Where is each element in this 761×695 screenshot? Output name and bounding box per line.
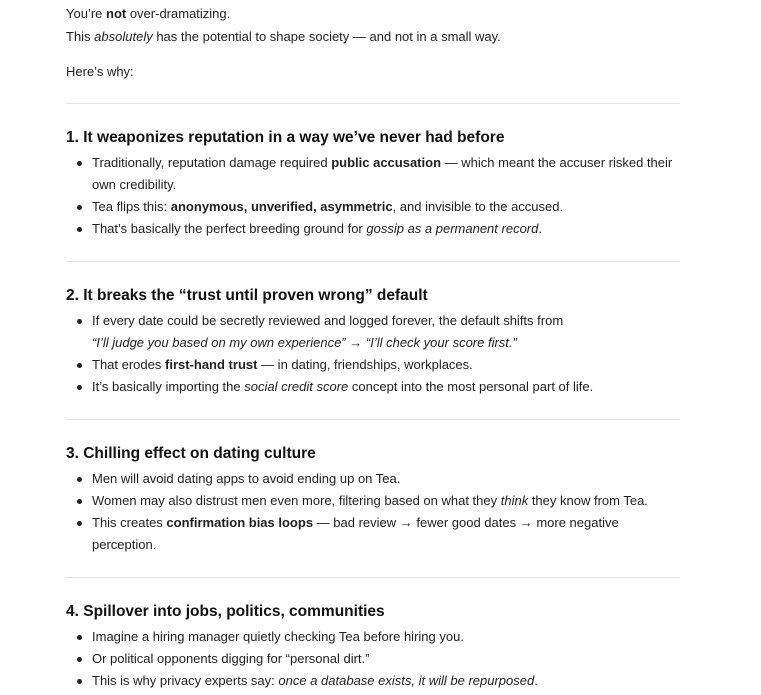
list-item: This creates confirmation bias loops — bad review → fewer good dates → more negative perception. (66, 512, 680, 556)
list-item: Women may also distrust men even more, filtering based on what they think they know from Tea. (66, 490, 680, 512)
intro-line-3: Here’s why: (66, 64, 134, 79)
section-heading: 4. Spillover into jobs, politics, communities (66, 603, 385, 620)
section-heading: 2. It breaks the “trust until proven wrong” default (66, 287, 428, 304)
bullet-list (66, 310, 680, 398)
list-item: Imagine a hiring manager quietly checking Tea before hiring you. (66, 626, 680, 648)
list-item: This is why privacy experts say: once a database exists, it will be repurposed. (66, 670, 680, 692)
list-item: That erodes first-hand trust — in dating, friendships, workplaces. (66, 354, 680, 376)
list-item: Traditionally, reputation damage required public accusation — which meant the accuser risked their own credibility. (66, 152, 680, 196)
intro-line-2: This absolutely has the potential to shape society — and not in a small way. (66, 29, 501, 44)
list-item: Or political opponents digging for “personal dirt.” (66, 648, 680, 670)
list-item: That’s basically the perfect breeding ground for gossip as a permanent record. (66, 218, 680, 240)
list-item: If every date could be secretly reviewed and logged forever, the default shifts from “I’ll judge you based on my own experience” → “I’ll check your score first.” (66, 310, 680, 354)
list-item: Tea flips this: anonymous, unverified, asymmetric, and invisible to the accused. (66, 196, 680, 218)
bullet-list (66, 626, 680, 692)
intro-line-1: You’re not over-dramatizing. (66, 6, 231, 21)
list-item: Men will avoid dating apps to avoid ending up on Tea. (66, 468, 680, 490)
list-item: It’s basically importing the social credit score concept into the most personal part of life. (66, 376, 680, 398)
section-heading: 1. It weaponizes reputation in a way we’ve never had before (66, 129, 505, 146)
section-heading: 3. Chilling effect on dating culture (66, 445, 316, 462)
bullet-list (66, 152, 680, 240)
bullet-list (66, 468, 680, 556)
